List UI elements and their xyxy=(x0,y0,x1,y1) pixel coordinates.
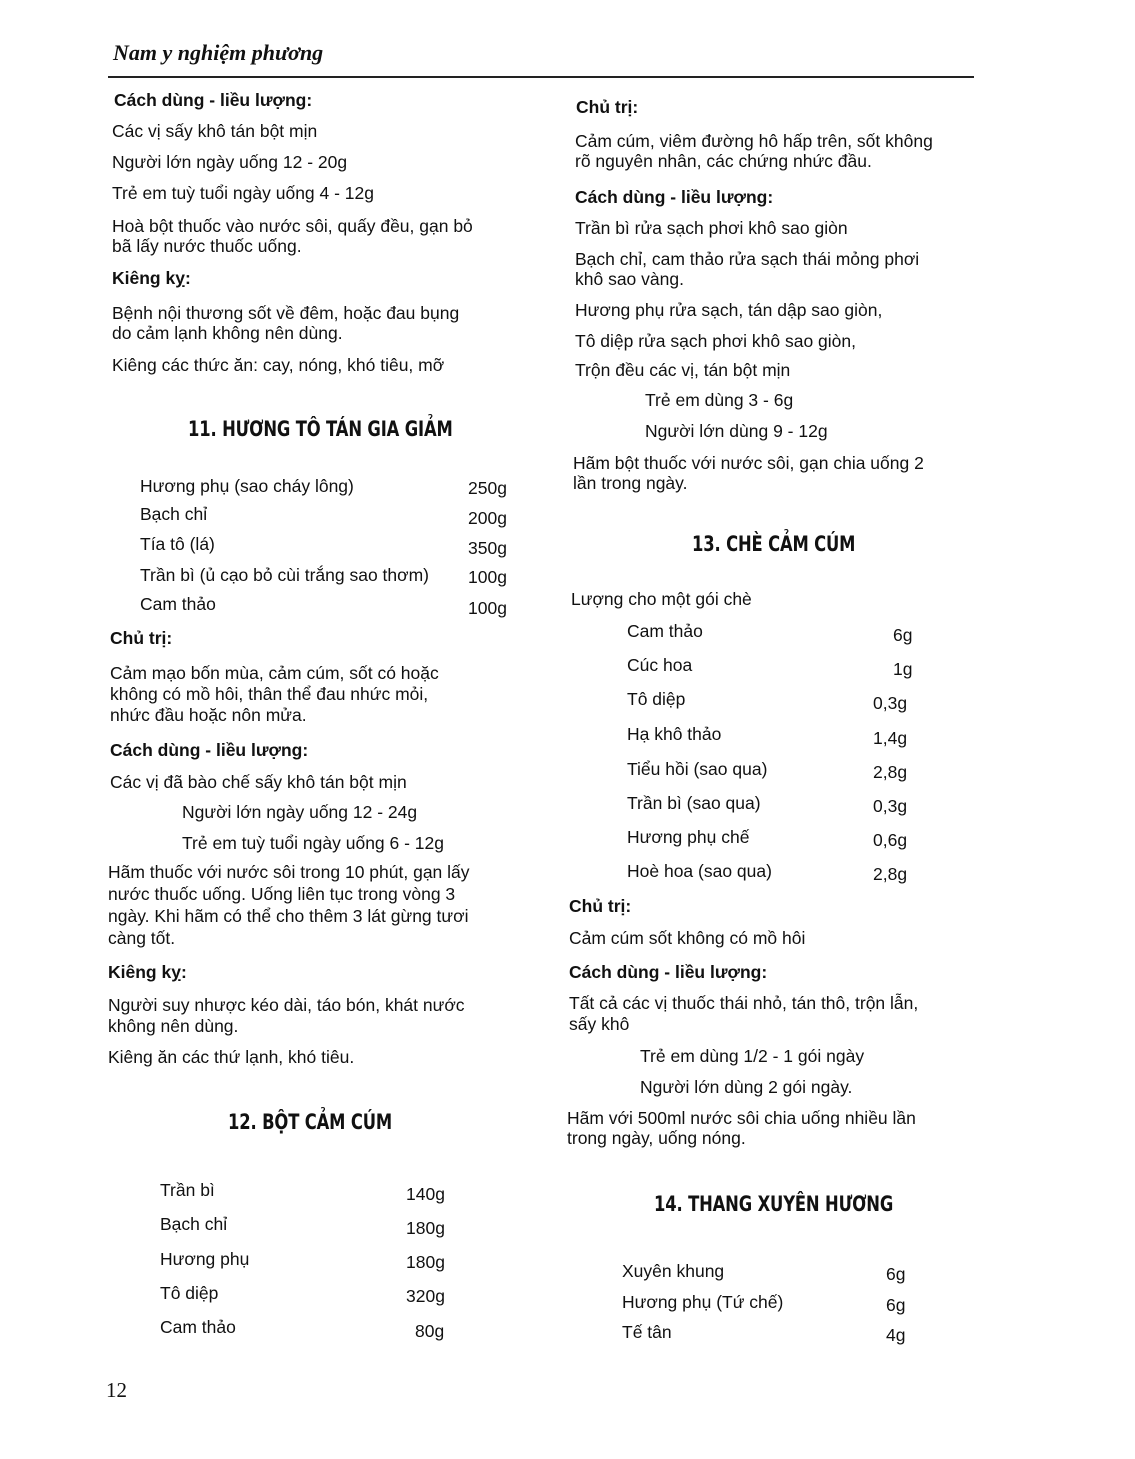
ingredient-qty: 6g xyxy=(886,1264,906,1284)
text-line: ngày. Khi hãm có thể cho thêm 3 lát gừng tươi xyxy=(108,906,469,926)
text-line: bã lấy nước thuốc uống. xyxy=(112,236,302,256)
ingredient-name: Tô diệp xyxy=(160,1283,219,1303)
ingredient-name: Hương phụ xyxy=(160,1249,250,1269)
section-title-12: 12. BỘT CẢM CÚM xyxy=(228,1110,392,1134)
text-line: Hãm thuốc với nước sôi trong 10 phút, gạn lấy xyxy=(108,862,470,882)
ingredient-qty: 0,6g xyxy=(873,830,908,850)
text-line: Bạch chỉ, cam thảo rửa sạch thái mỏng phơi xyxy=(575,249,920,269)
text-line: Trẻ em tuỳ tuổi ngày uống 6 - 12g xyxy=(182,833,445,853)
ingredient-name: Tế tân xyxy=(622,1322,672,1342)
page-number: 12 xyxy=(106,1378,127,1402)
ingredient-qty: 320g xyxy=(406,1286,445,1306)
text-line: lần trong ngày. xyxy=(573,473,688,493)
text-line: Các vị sấy khô tán bột mịn xyxy=(112,121,318,141)
contraindication-heading: Kiêng kỵ: xyxy=(108,962,187,982)
ingredient-name: Hương phụ (sao cháy lông) xyxy=(140,476,354,496)
running-header: Nam y nghiệm phương xyxy=(113,40,324,65)
ingredient-qty: 6g xyxy=(893,625,913,645)
text-line: nhức đầu hoặc nôn mửa. xyxy=(110,705,307,725)
dosage-heading: Cách dùng - liều lượng: xyxy=(110,740,309,760)
text-line: Cảm cúm, viêm đường hô hấp trên, sốt không xyxy=(575,131,933,151)
text-line: Hoà bột thuốc vào nước sôi, quấy đều, gạn bỏ xyxy=(112,216,473,236)
text-line: Các vị đã bào chế sấy khô tán bột mịn xyxy=(110,772,407,792)
text-line: Trẻ em dùng 3 - 6g xyxy=(645,390,794,410)
ingredient-qty: 2,8g xyxy=(873,762,908,782)
text-line: nước thuốc uống. Uống liên tục trong vòng 3 xyxy=(108,884,456,904)
ingredient-name: Cam thảo xyxy=(627,621,703,641)
ingredient-name: Cúc hoa xyxy=(627,655,693,675)
ingredient-qty: 2,8g xyxy=(873,864,908,884)
text-line: Người suy nhược kéo dài, táo bón, khát nước xyxy=(108,995,465,1015)
text-line: Kiêng các thức ăn: cay, nóng, khó tiêu, mỡ xyxy=(112,355,445,375)
section-title-11: 11. HƯƠNG TÔ TÁN GIA GIẢM xyxy=(188,417,453,441)
text-line: do cảm lạnh không nên dùng. xyxy=(112,323,343,343)
ingredient-name: Trần bì (ủ cạo bỏ cùi trắng sao thơm) xyxy=(140,565,430,585)
text-line: càng tốt. xyxy=(108,928,176,948)
text-line: Kiêng ăn các thứ lạnh, khó tiêu. xyxy=(108,1047,355,1067)
contraindication-heading: Kiêng kỵ: xyxy=(112,268,191,288)
ingredient-name: Cam thảo xyxy=(140,594,216,614)
ingredient-name: Bạch chỉ xyxy=(140,504,208,524)
text-line: rõ nguyên nhân, các chứng nhức đầu. xyxy=(575,151,872,171)
ingredient-qty: 1,4g xyxy=(873,728,908,748)
text-line: Tất cả các vị thuốc thái nhỏ, tán thô, trộn lẫn, xyxy=(569,993,919,1013)
dosage-heading: Cách dùng - liều lượng: xyxy=(569,962,768,982)
ingredient-name: Cam thảo xyxy=(160,1317,236,1337)
ingredient-qty: 140g xyxy=(406,1184,445,1204)
ingredient-qty: 350g xyxy=(468,538,507,558)
section-title-14: 14. THANG XUYÊN HƯƠNG xyxy=(654,1192,894,1216)
text-line: Người lớn ngày uống 12 - 24g xyxy=(182,802,418,822)
ingredient-qty: 0,3g xyxy=(873,693,908,713)
text-line: Người lớn dùng 9 - 12g xyxy=(645,421,828,441)
ingredient-name: Xuyên khung xyxy=(622,1261,725,1281)
text-line: Người lớn dùng 2 gói ngày. xyxy=(640,1077,853,1097)
text-line: Trẻ em dùng 1/2 - 1 gói ngày xyxy=(640,1046,865,1066)
ingredient-qty: 180g xyxy=(406,1252,445,1272)
text-line: không nên dùng. xyxy=(108,1016,239,1036)
text-line: Hãm với 500ml nước sôi chia uống nhiều lần xyxy=(567,1108,916,1128)
text-line: Hãm bột thuốc với nước sôi, gạn chia uống 2 xyxy=(573,453,924,473)
section-title-13: 13. CHÈ CẢM CÚM xyxy=(692,532,856,556)
ingredient-name: Hoè hoa (sao qua) xyxy=(627,861,772,881)
ingredient-qty: 200g xyxy=(468,508,507,528)
indication-heading: Chủ trị: xyxy=(569,896,632,916)
ingredient-name: Tiểu hồi (sao qua) xyxy=(627,759,768,779)
ingredient-name: Hạ khô thảo xyxy=(627,724,722,744)
text-line: Trẻ em tuỳ tuổi ngày uống 4 - 12g xyxy=(112,183,375,203)
ingredient-qty: 4g xyxy=(886,1325,906,1345)
ingredient-name: Bạch chỉ xyxy=(160,1214,228,1234)
ingredient-name: Tía tô (lá) xyxy=(140,534,215,554)
ingredient-qty: 180g xyxy=(406,1218,445,1238)
text-line: Hương phụ rửa sạch, tán dập sao giòn, xyxy=(575,300,883,320)
ingredient-qty: 80g xyxy=(415,1321,445,1341)
text-line: trong ngày, uống nóng. xyxy=(567,1128,746,1148)
indication-heading: Chủ trị: xyxy=(110,628,173,648)
text-line: Trần bì rửa sạch phơi khô sao giòn xyxy=(575,218,848,238)
text-line: khô sao vàng. xyxy=(575,269,684,289)
text-line: Cảm cúm sốt không có mồ hôi xyxy=(569,928,806,948)
text-line: Bệnh nội thương sốt về đêm, hoặc đau bụng xyxy=(112,303,460,323)
indication-heading: Chủ trị: xyxy=(576,97,639,117)
text-line: Lượng cho một gói chè xyxy=(571,589,752,609)
text-line: Người lớn ngày uống 12 - 20g xyxy=(112,152,348,172)
ingredient-qty: 250g xyxy=(468,478,507,498)
ingredient-name: Trần bì xyxy=(160,1180,215,1200)
text-line: Trộn đều các vị, tán bột mịn xyxy=(575,360,791,380)
ingredient-name: Hương phụ chế xyxy=(627,827,750,847)
ingredient-name: Trần bì (sao qua) xyxy=(627,793,761,813)
text-line: sấy khô xyxy=(569,1014,630,1034)
dosage-heading: Cách dùng - liều lượng: xyxy=(575,187,774,207)
text-line: Cảm mạo bốn mùa, cảm cúm, sốt có hoặc xyxy=(110,663,439,683)
ingredient-qty: 1g xyxy=(893,659,913,679)
text-line: Tô diệp rửa sạch phơi khô sao giòn, xyxy=(575,331,856,351)
ingredient-qty: 100g xyxy=(468,567,507,587)
ingredient-qty: 100g xyxy=(468,598,507,618)
dosage-heading: Cách dùng - liều lượng: xyxy=(114,90,313,110)
ingredient-name: Hương phụ (Tứ chế) xyxy=(622,1292,784,1312)
ingredient-qty: 0,3g xyxy=(873,796,908,816)
header-rule xyxy=(108,76,974,78)
ingredient-qty: 6g xyxy=(886,1295,906,1315)
ingredient-name: Tô diệp xyxy=(627,689,686,709)
text-line: không có mồ hôi, thân thể đau nhức mỏi, xyxy=(110,684,429,704)
